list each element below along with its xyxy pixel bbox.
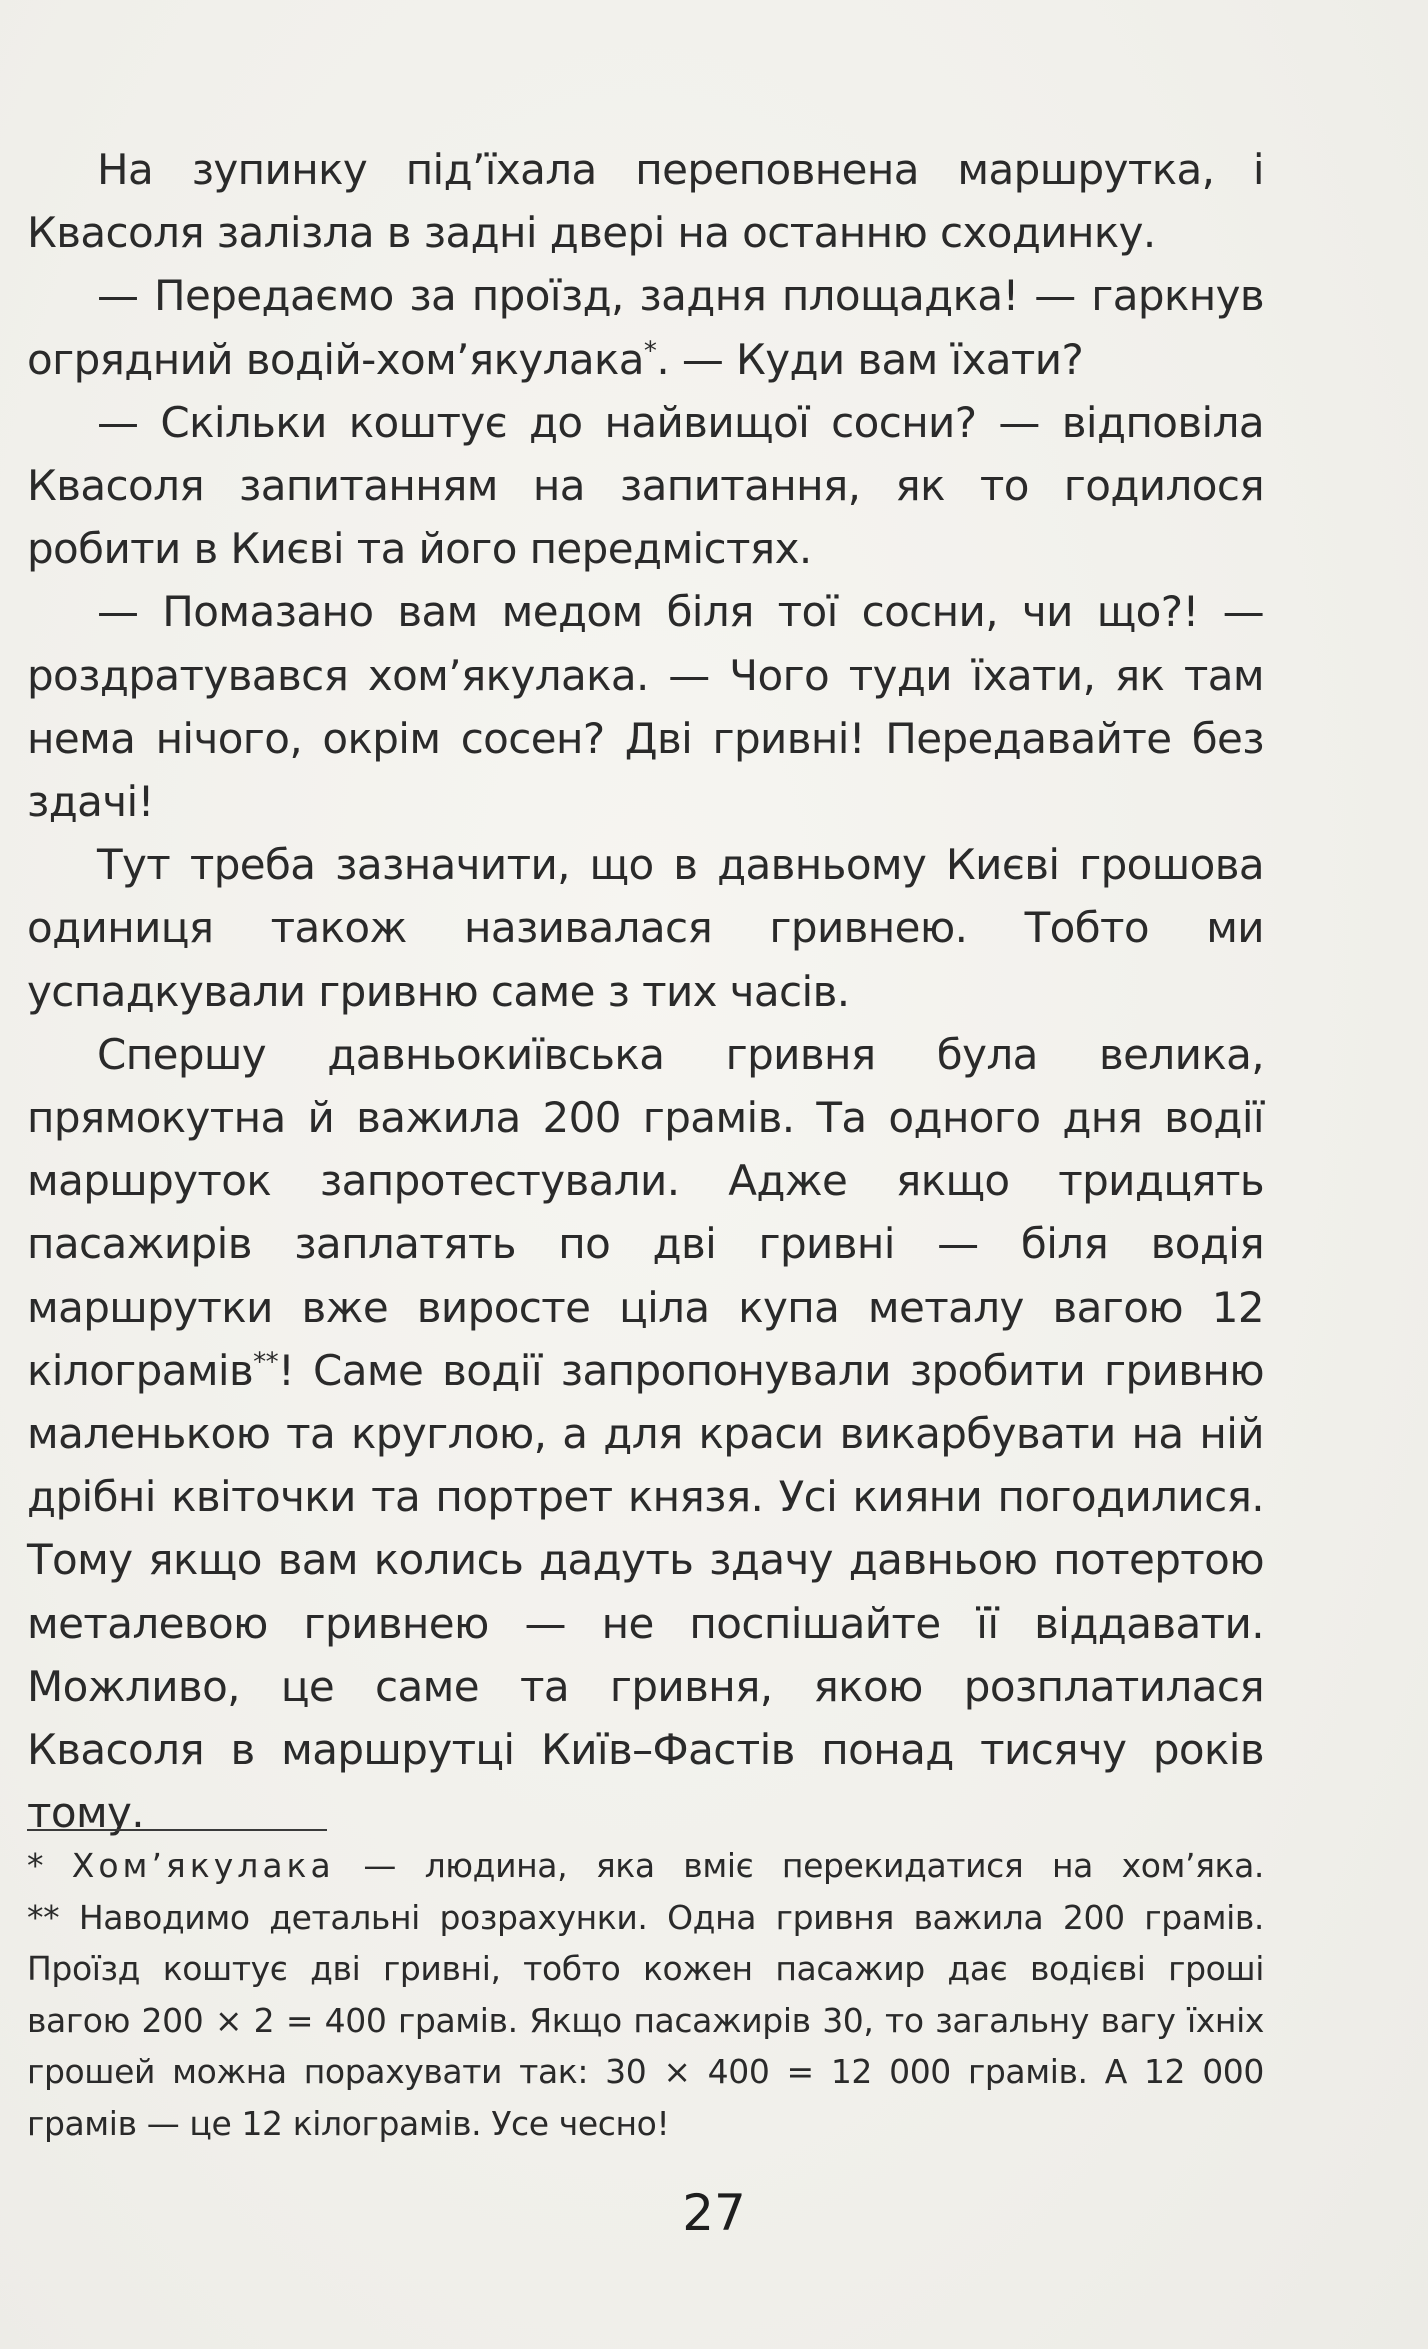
footnote-divider bbox=[27, 1829, 327, 1831]
footnote: * Хом’якулака — людина, яка вміє перекидатися на хом’яка. bbox=[27, 1846, 1264, 1885]
footnote-mark: ** bbox=[253, 1347, 278, 1378]
paragraph: — Передаємо за проїзд, задня площадка! — гаркнув огрядний водій-хом’якулака*. — Куди вам їхати? bbox=[27, 271, 1264, 384]
footnote-term: Хом’якулака bbox=[71, 1846, 335, 1885]
paragraph: — Помазано вам медом біля тої сосни, чи що?! — роздратувався хом’якулака. — Чого туди їхати, як там нема нічого, окрім сосен? Дві гривні! Передавайте без здачі! bbox=[27, 587, 1264, 827]
paragraph: Тут треба зазначити, що в давньому Києві грошова одиниця також називалася гривнею. Тобто ми успадкували гривню саме з тих часів. bbox=[27, 840, 1264, 1016]
paragraph: — Скільки коштує до найвищої сосни? — відповіла Квасоля запитанням на запитання, як то годилося робити в Києві та його передмістях. bbox=[27, 397, 1264, 574]
page-number: 27 bbox=[682, 2184, 746, 2242]
paragraph: На зупинку під’їхала переповнена маршрутка, і Квасоля залізла в задні двері на останню сходинку. bbox=[27, 145, 1264, 258]
main-text bbox=[27, 138, 1264, 1844]
footnote-mark: * bbox=[643, 336, 657, 367]
paragraph: Спершу давньокиївська гривня була велика, прямокутна й важила 200 грамів. Та одного дня водії маршруток запротестували. Адже якщо тридцять пасажирів заплатять по дві гривні — біля водія маршрутки вже виросте ціла купа металу вагою 12 кілограмів**! Саме водії запропонували зробити гривню маленькою та круглою, а для краси викарбувати на ній дрібні квіточки та портрет князя. Усі кияни погодилися. Тому якщо вам колись дадуть здачу давньою потертою металевою гривнею — не поспішайте її віддавати. Можливо, це саме та гривня, якою розплатилася Квасоля в маршрутці Київ–Фастів понад тисячу років тому. bbox=[27, 1029, 1264, 1838]
footnote: ** Наводимо детальні розрахунки. Одна гривня важила 200 грамів. Проїзд коштує дві гривні, тобто кожен пасажир дає водієві гроші вагою 200 × 2 = 400 грамів. Якщо пасажирів 30, то загальну вагу їхніх грошей можна порахувати так: 30 × 400 = 12 000 грамів. А 12 000 грамів — це 12 кілограмів. Усе чесно! bbox=[27, 1897, 1264, 2143]
footnotes bbox=[27, 1840, 1264, 2149]
